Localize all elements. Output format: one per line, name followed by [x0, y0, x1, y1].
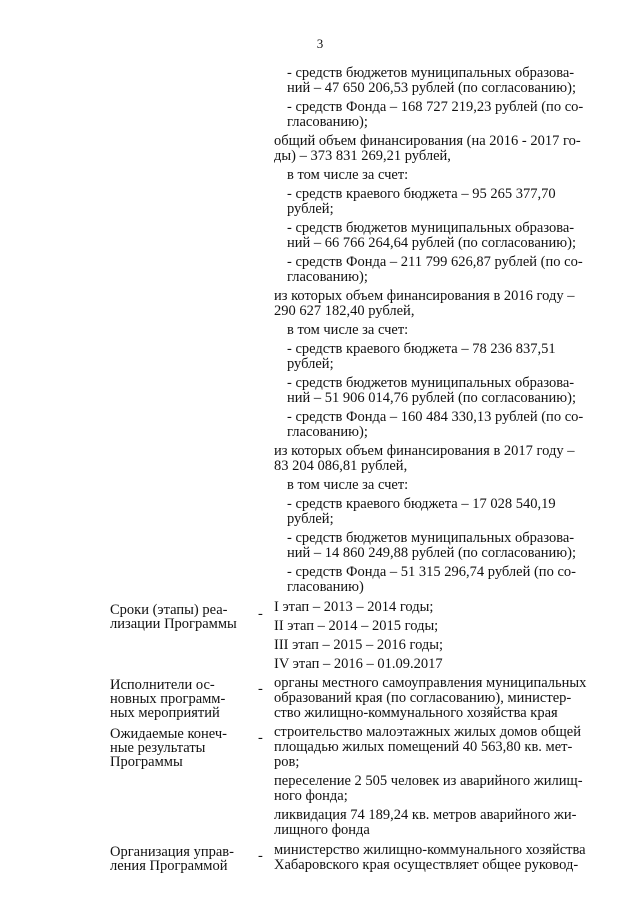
text-line: - средств Фонда – 168 727 219,23 рублей (по со-	[287, 99, 584, 115]
page-number: 3	[316, 36, 324, 51]
separator-dash: -	[258, 730, 263, 746]
text-line: Хабаровского края осуществляет общее руковод-	[274, 857, 579, 873]
text-line: ний – 66 766 264,64 рублей (по согласованию);	[287, 235, 576, 251]
text-line: - средств бюджетов муниципальных образова-	[287, 375, 575, 391]
text-line: - средств Фонда – 160 484 330,13 рублей (по со-	[287, 409, 584, 425]
text-line: II этап – 2014 – 2015 годы;	[274, 618, 439, 634]
text-line: 83 204 086,81 рублей,	[274, 458, 408, 474]
text-line: общий объем финансирования (на 2016 - 2017 го-	[274, 133, 581, 149]
text-line: из которых объем финансирования в 2016 году –	[274, 288, 575, 304]
text-line: в том числе за счет:	[287, 477, 409, 493]
text-line: - средств краевого бюджета – 95 265 377,70	[287, 186, 556, 202]
text-line: ний – 51 906 014,76 рублей (по согласованию);	[287, 390, 576, 406]
text-line: рублей;	[287, 201, 334, 217]
text-line: - средств бюджетов муниципальных образова-	[287, 65, 575, 81]
text-line: строительство малоэтажных жилых домов общей	[274, 724, 581, 740]
text-line: гласованию)	[287, 579, 364, 595]
separator-dash: -	[258, 681, 263, 697]
section-label: новных программ-	[110, 691, 226, 707]
text-line: ство жилищно-коммунального хозяйства края	[274, 705, 558, 721]
text-line: переселение 2 505 человек из аварийного жилищ-	[274, 773, 583, 789]
text-line: гласованию);	[287, 424, 368, 440]
text-line: IV этап – 2016 – 01.09.2017	[274, 656, 443, 672]
text-line: ликвидация 74 189,24 кв. метров аварийного жи-	[274, 807, 577, 823]
text-line: органы местного самоуправления муниципальных	[274, 675, 587, 691]
text-line: - средств Фонда – 211 799 626,87 рублей (по со-	[287, 254, 583, 270]
text-line: ний – 14 860 249,88 рублей (по согласованию);	[287, 545, 576, 561]
text-line: - средств краевого бюджета – 17 028 540,19	[287, 496, 556, 512]
section-label: ления Программой	[110, 858, 228, 874]
text-line: гласованию);	[287, 114, 368, 130]
text-line: ний – 47 650 206,53 рублей (по согласованию);	[287, 80, 576, 96]
text-line: рублей;	[287, 511, 334, 527]
text-line: ного фонда;	[274, 788, 348, 804]
text-line: гласованию);	[287, 269, 368, 285]
section-label: Ожидаемые конеч-	[110, 726, 227, 742]
text-line: в том числе за счет:	[287, 322, 409, 338]
separator-dash: -	[258, 606, 263, 622]
text-line: I этап – 2013 – 2014 годы;	[274, 599, 434, 615]
text-line: ров;	[274, 754, 300, 770]
text-line: образований края (по согласованию), министер-	[274, 690, 572, 706]
section-label: Организация управ-	[110, 844, 234, 860]
text-line: - средств бюджетов муниципальных образова-	[287, 220, 575, 236]
section-label: лизации Программы	[110, 616, 237, 632]
text-line: в том числе за счет:	[287, 167, 409, 183]
text-line: III этап – 2015 – 2016 годы;	[274, 637, 444, 653]
text-line: 290 627 182,40 рублей,	[274, 303, 415, 319]
text-line: - средств краевого бюджета – 78 236 837,51	[287, 341, 556, 357]
section-label: Сроки (этапы) реа-	[110, 602, 228, 618]
section-label: Исполнители ос-	[110, 677, 215, 693]
text-line: - средств Фонда – 51 315 296,74 рублей (по со-	[287, 564, 576, 580]
section-label: ные результаты	[110, 740, 206, 756]
section-label: ных мероприятий	[110, 705, 220, 721]
text-line: рублей;	[287, 356, 334, 372]
text-line: ды) – 373 831 269,21 рублей,	[274, 148, 451, 164]
text-line: из которых объем финансирования в 2017 году –	[274, 443, 575, 459]
separator-dash: -	[258, 848, 263, 864]
text-line: министерство жилищно-коммунального хозяйства	[274, 842, 586, 858]
text-line: - средств бюджетов муниципальных образова-	[287, 530, 575, 546]
text-line: лищного фонда	[274, 822, 370, 838]
section-label: Программы	[110, 754, 183, 770]
text-line: площадью жилых помещений 40 563,80 кв. мет-	[274, 739, 573, 755]
